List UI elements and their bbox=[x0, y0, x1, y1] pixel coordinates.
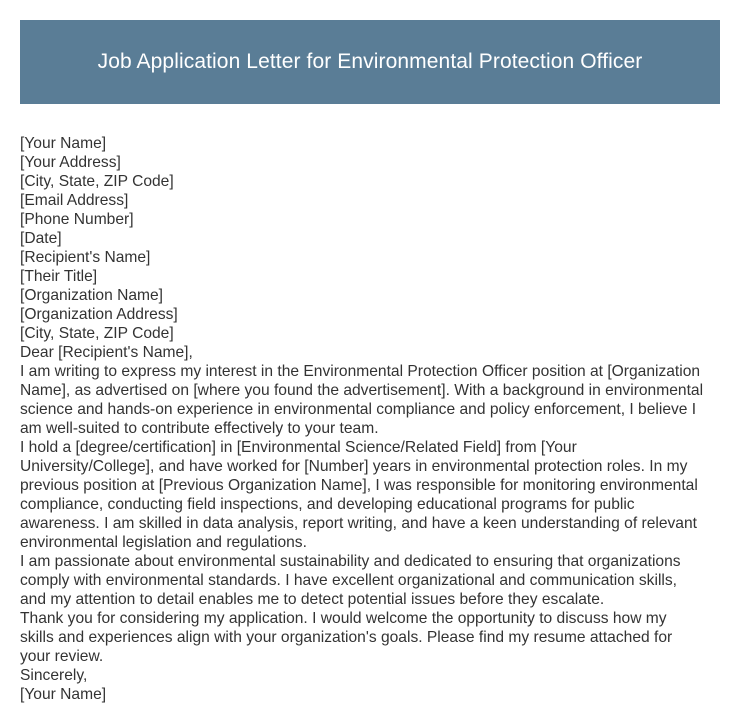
title-banner bbox=[20, 20, 720, 104]
paragraph-line: I am passionate about environmental sustainability and dedicated to ensuring that organizations bbox=[20, 553, 681, 570]
paragraph-line: skills and experiences align with your organization's goals. Please find my resume attached for bbox=[20, 629, 673, 646]
recipient-name: [Recipient's Name] bbox=[20, 249, 151, 266]
recipient-block bbox=[20, 248, 722, 343]
page-title: Job Application Letter for Environmental Protection Officer bbox=[97, 50, 643, 73]
sender-name: [Your Name] bbox=[20, 135, 107, 152]
signature: [Your Name] bbox=[20, 686, 107, 703]
paragraph-line: compliance, conducting field inspections, and developing educational programs for public bbox=[20, 496, 635, 513]
paragraph-line: science and hands-on experience in environmental compliance and policy enforcement, I believe I bbox=[20, 401, 697, 418]
paragraph-line: Name], as advertised on [where you found the advertisement]. With a background in environmental bbox=[20, 382, 704, 399]
recipient-title: [Their Title] bbox=[20, 268, 98, 285]
paragraph-line: I hold a [degree/certification] in [Environmental Science/Related Field] from [Your bbox=[20, 439, 577, 456]
closing: Sincerely, bbox=[20, 667, 88, 684]
paragraph-intro bbox=[20, 362, 722, 438]
paragraph-line: comply with environmental standards. I have excellent organizational and communication skills, bbox=[20, 572, 678, 589]
recipient-city-state-zip: [City, State, ZIP Code] bbox=[20, 325, 174, 342]
sender-address: [Your Address] bbox=[20, 154, 121, 171]
paragraph-qualifications bbox=[20, 438, 722, 552]
salutation: Dear [Recipient's Name], bbox=[20, 344, 193, 361]
paragraph-line: Thank you for considering my application. I would welcome the opportunity to discuss how my bbox=[20, 610, 667, 627]
paragraph-line: I am writing to express my interest in the Environmental Protection Officer position at [Organization bbox=[20, 363, 701, 380]
recipient-address: [Organization Address] bbox=[20, 306, 178, 323]
paragraph-line: environmental legislation and regulations. bbox=[20, 534, 307, 551]
sender-block bbox=[20, 134, 722, 248]
paragraph-motivation bbox=[20, 552, 722, 609]
sender-phone: [Phone Number] bbox=[20, 211, 134, 228]
paragraph-closing bbox=[20, 609, 722, 666]
paragraph-line: your review. bbox=[20, 648, 104, 665]
paragraph-line: and my attention to detail enables me to detect potential issues before they escalate. bbox=[20, 591, 605, 608]
sender-email: [Email Address] bbox=[20, 192, 129, 209]
paragraph-line: previous position at [Previous Organization Name], I was responsible for monitoring environmental bbox=[20, 477, 698, 494]
sender-city-state-zip: [City, State, ZIP Code] bbox=[20, 173, 174, 190]
recipient-organization: [Organization Name] bbox=[20, 287, 164, 304]
paragraph-line: awareness. I am skilled in data analysis, report writing, and have a keen understanding of relevant bbox=[20, 515, 697, 532]
paragraph-line: University/College], and have worked for [Number] years in environmental protection roles. In my bbox=[20, 458, 688, 475]
letter-date: [Date] bbox=[20, 230, 62, 247]
letter-body bbox=[20, 134, 722, 704]
paragraph-line: am well-suited to contribute effectively to your team. bbox=[20, 420, 379, 437]
